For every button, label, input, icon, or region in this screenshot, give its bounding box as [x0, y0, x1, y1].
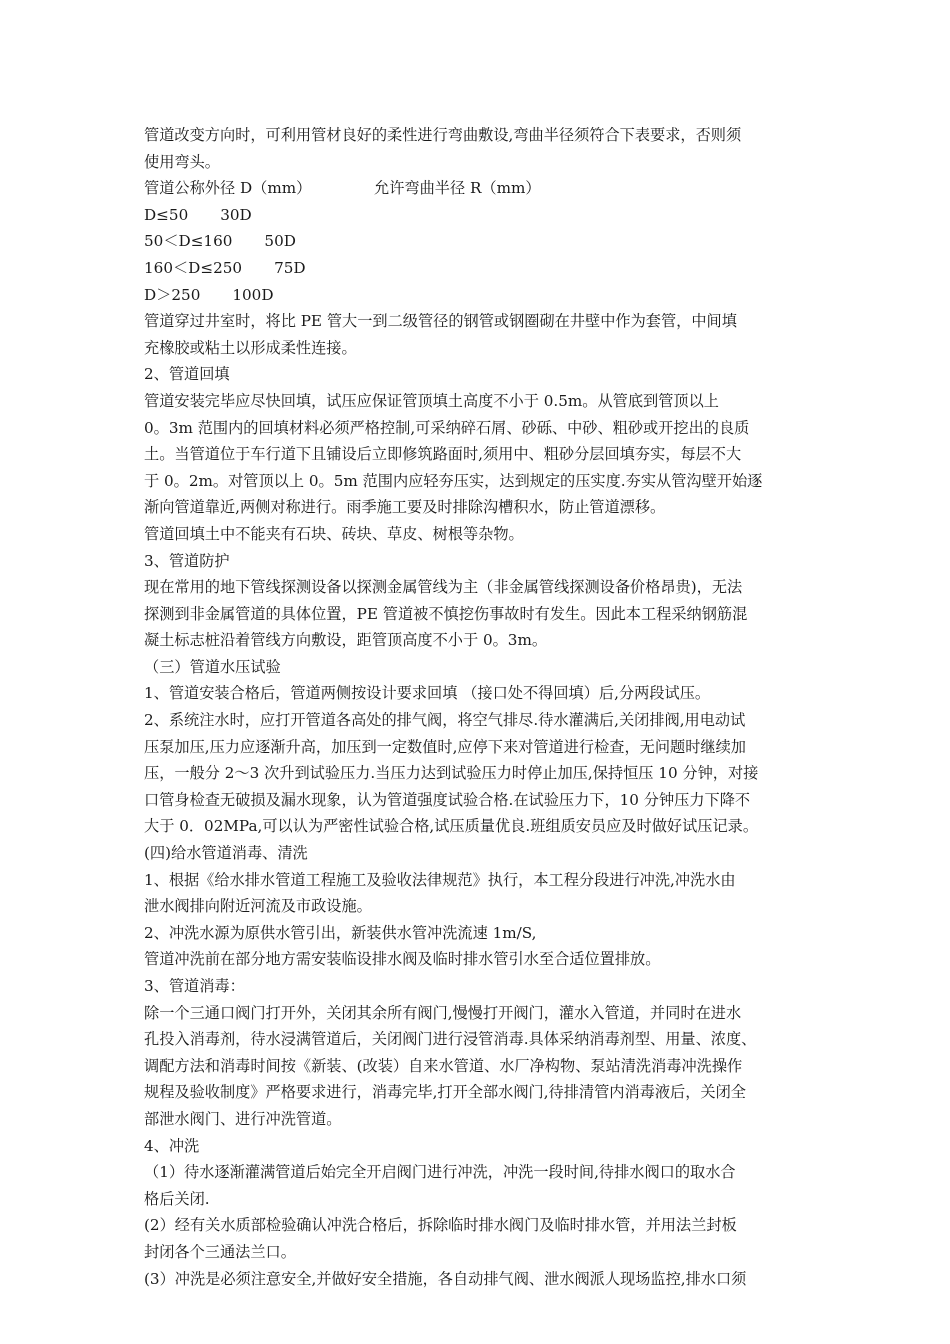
bend-radius-table-header [144, 175, 816, 202]
text-line: 调配方法和消毒时间按《新装、(改装）自来水管道、水厂净构物、泵站清洗消毒冲洗操作 [144, 1056, 743, 1075]
text-line: 2、冲洗水源为原供水管引出，新装供水管冲洗流速 1m/S, [144, 923, 537, 942]
document-page [144, 122, 816, 1292]
table-row [144, 255, 816, 282]
table-header-diameter: 管道公称外径 D（mm） [144, 179, 312, 198]
table-cell-radius: 75D [274, 258, 306, 277]
text-line: 规程及验收制度》严格要求进行，消毒完毕,打开全部水阀门,待排清管内消毒液后，关闭全 [144, 1083, 746, 1102]
text-line: 4、冲洗 [144, 1136, 200, 1155]
text-line: 除一个三通口阀门打开外，关闭其余所有阀门,慢慢打开阀门，灌水入管道，并同时在进水 [144, 1003, 742, 1022]
text-line: 压泵加压,压力应逐渐升高，加压到一定数值时,应停下来对管道进行检查，无问题时继续加 [144, 737, 746, 756]
text-line: 使用弯头。 [144, 152, 220, 171]
text-line: 1、根据《给水排水管道工程施工及验收法律规范》执行，本工程分段进行冲洗,冲洗水由 [144, 870, 736, 889]
text-line: （1）待水逐渐灌满管道后始完全开启阀门进行冲洗，冲洗一段时间,待排水阀口的取水合 [144, 1163, 736, 1182]
text-line: (2）经有关水质部检验确认冲洗合格后，拆除临时排水阀门及临时排水管，并用法兰封板 [144, 1216, 737, 1235]
text-line: 格后关闭. [144, 1189, 210, 1208]
table-row [144, 228, 816, 255]
text-line: 孔投入消毒剂，待水浸满管道后，关闭阀门进行浸管消毒.具体采纳消毒剂型、用量、浓度、 [144, 1030, 757, 1049]
text-line: 部泄水阀门、进行冲洗管道。 [144, 1109, 342, 1128]
table-cell-radius: 50D [264, 232, 296, 251]
text-line: 2、管道回填 [144, 365, 230, 384]
table-cell-radius: 100D [232, 285, 274, 304]
text-line: 大于 0．02MPa,可以认为严密性试验合格,试压质量优良.班组质安员应及时做好试压记录。 [144, 817, 759, 836]
text-line: 管道改变方向时，可利用管材良好的柔性进行弯曲敷设,弯曲半径须符合下表要求，否则须 [144, 126, 742, 144]
table-cell-diameter: 160＜D≤250 [144, 258, 243, 277]
text-line: 口管身检查无破损及漏水现象，认为管道强度试验合格.在试验压力下，10 分钟压力下降不 [144, 790, 751, 809]
text-line: 探测到非金属管道的具体位置，PE 管道被不慎挖伤事故时有发生。因此本工程采纳钢筋混 [144, 604, 748, 623]
document-body [144, 308, 816, 1292]
text-line: 土。当管道位于车行道下且铺设后立即修筑路面时,须用中、粗砂分层回填夯实，每层不大 [144, 445, 742, 464]
text-line: 0。3m 范围内的回填材料必须严格控制,可采纳碎石屑、砂砾、中砂、粗砂或开挖出的良质 [144, 418, 750, 437]
text-line: 管道穿过井室时，将比 PE 管大一到二级管径的钢管或钢圈砌在井壁中作为套管，中间填 [144, 312, 737, 331]
text-line: (3）冲洗是必须注意安全,并做好安全措施，各自动排气阀、泄水阀派人现场监控,排水口须 [144, 1269, 747, 1288]
text-line: 1、管道安装合格后，管道两侧按设计要求回填 （接口处不得回填）后,分两段试压。 [144, 684, 711, 703]
table-row [144, 202, 816, 229]
text-line: 管道安装完毕应尽快回填，试压应保证管顶填土高度不小于 0.5m。从管底到管顶以上 [144, 391, 719, 410]
table-header-radius: 允许弯曲半径 R（mm） [374, 179, 541, 198]
table-row [144, 282, 816, 309]
table-cell-diameter: 50＜D≤160 [144, 232, 233, 251]
text-line: 于 0。2m。对管顶以上 0。5m 范围内应轻夯压实，达到规定的压实度.夯实从管沟壁开始逐 [144, 471, 763, 490]
text-line: 泄水阀排向附近河流及市政设施。 [144, 897, 372, 916]
text-line: 3、管道防护 [144, 551, 230, 570]
text-line: （三）管道水压试验 [144, 657, 281, 676]
table-cell-diameter: D＞250 [144, 285, 201, 304]
table-cell-diameter: D≤50 [144, 205, 189, 224]
text-line: 渐向管道靠近,两侧对称进行。雨季施工要及时排除沟槽积水，防止管道漂移。 [144, 498, 666, 517]
text-line: 2、系统注水时，应打开管道各高处的排气阀，将空气排尽.待水灌满后,关闭排阀,用电动试 [144, 711, 746, 730]
text-line: 3、管道消毒： [144, 977, 245, 995]
text-line: 现在常用的地下管线探测设备以探测金属管线为主（非金属管线探测设备价格昂贵)，无法 [144, 578, 743, 597]
text-line: 封闭各个三通法兰口。 [144, 1242, 296, 1261]
text-line: (四)给水管道消毒、清洗 [144, 844, 308, 863]
text-line: 凝土标志桩沿着管线方向敷设，距管顶高度不小于 0。3m。 [144, 631, 548, 650]
text-line: 管道冲洗前在部分地方需安装临设排水阀及临时排水管引水至合适位置排放。 [144, 950, 661, 969]
text-line: 管道回填土中不能夹有石块、砖块、草皮、树根等杂物。 [144, 524, 524, 543]
text-line: 充橡胶或粘土以形成柔性连接。 [144, 338, 357, 357]
text-line: 压，一般分 2～3 次升到试验压力.当压力达到试验压力时停止加压,保持恒压 10 分钟，对接 [144, 764, 759, 783]
table-cell-radius: 30D [220, 205, 252, 224]
